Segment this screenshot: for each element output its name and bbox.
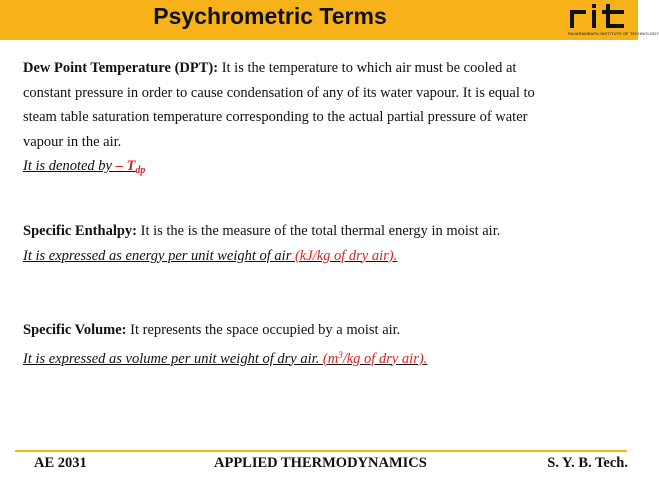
rit-logo-mark: [568, 4, 630, 30]
dew-point-line-1: [23, 56, 535, 81]
footer-class: S. Y. B. Tech.: [547, 455, 628, 471]
dew-point-symbol-subscript: dp: [135, 165, 146, 176]
specific-enthalpy-section: [23, 219, 500, 268]
slide-title: Psychrometric Terms: [153, 3, 387, 29]
volume-definition: It represents the space occupied by a moist air.: [126, 322, 401, 338]
volume-unit-start: (m: [322, 350, 339, 367]
specific-volume-section: [23, 318, 427, 371]
volume-expression-text: It is expressed as volume per unit weight of dry air.: [23, 350, 323, 367]
enthalpy-definition: It is the is the measure of the total thermal energy in moist air.: [137, 223, 501, 239]
dew-point-notation: [23, 154, 535, 184]
dew-point-section: [23, 56, 535, 184]
enthalpy-expression: [23, 244, 500, 269]
volume-line-1: [23, 318, 427, 343]
slide-footer: [0, 455, 638, 475]
logo-caption: RAJARAMBAPU INSTITUTE OF TECHNOLOGY: [568, 31, 659, 36]
dew-point-line-4: vapour in the air.: [23, 133, 122, 150]
title-bar: [0, 0, 659, 40]
dew-point-term: Dew Point Temperature (DPT):: [23, 60, 219, 76]
footer-divider: [15, 450, 627, 452]
footer-course-code: AE 2031: [34, 455, 87, 471]
dew-point-symbol: [116, 158, 146, 174]
dew-point-line-3: steam table saturation temperature corresponding to the actual partial pressure of water: [23, 109, 528, 125]
enthalpy-term: Specific Enthalpy:: [23, 223, 137, 239]
volume-term: Specific Volume:: [23, 322, 127, 338]
enthalpy-unit: (kJ/kg of dry air).: [294, 247, 398, 264]
volume-expression: [23, 343, 427, 372]
dew-point-line-2: constant pressure in order to cause condensation of any of its water vapour. It is equal to: [23, 84, 535, 101]
volume-unit-exponent: 3: [338, 349, 343, 360]
dew-point-symbol-main: – T: [115, 158, 136, 174]
dew-point-definition-start: It is the temperature to which air must be cooled at: [218, 60, 517, 76]
volume-unit: [323, 351, 427, 367]
rit-logo: [568, 4, 659, 38]
enthalpy-expression-text: It is expressed as energy per unit weight of air: [23, 247, 295, 264]
volume-unit-end: /kg of dry air).: [342, 350, 428, 367]
enthalpy-line-1: [23, 219, 500, 244]
footer-course-title: APPLIED THERMODYNAMICS: [214, 455, 427, 471]
dew-point-notation-text: It is denoted by: [23, 158, 116, 174]
